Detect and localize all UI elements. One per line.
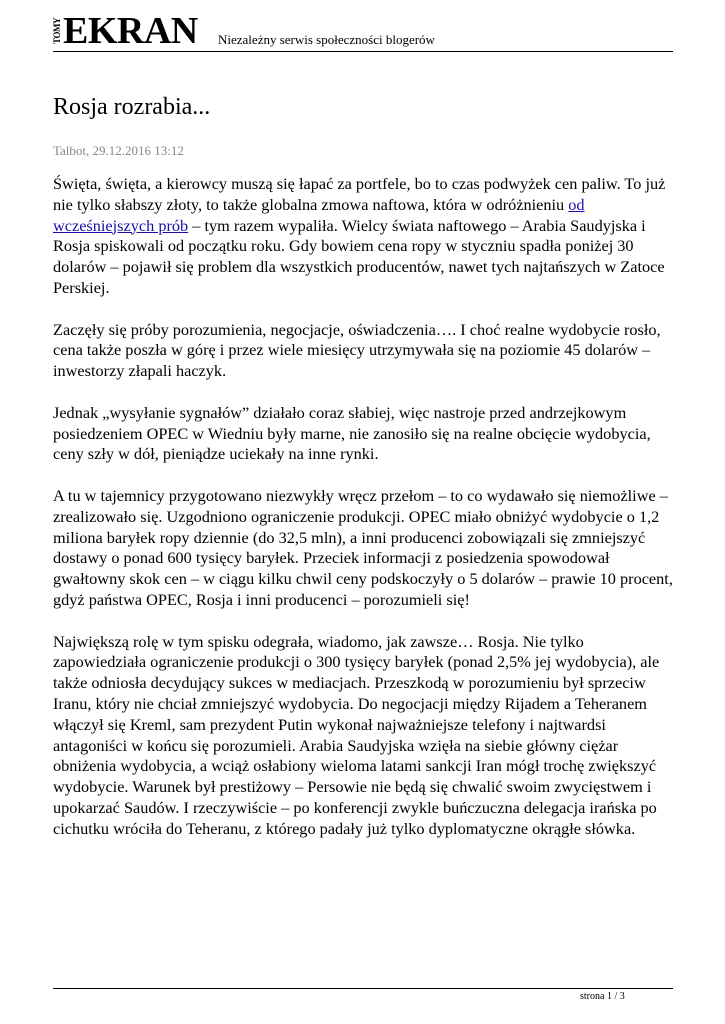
site-tagline: Niezależny serwis społeczności blogerów — [218, 32, 435, 47]
article-body — [53, 174, 674, 860]
paragraph-5: Największą rolę w tym spisku odegrała, wiadomo, jak zawsze… Rosja. Nie tylko zapowiedziała ograniczenie produkcji o 300 tysięcy baryłek (ponad 2,5% jej wydobycia), ale także odniosła decydujący sukces w mediacjach. Przeszkodą w porozumieniu był sprzeciw Iranu, który nie chciał zmniejszyć wydobycia. Do negocjacji między Rijadem a Teheranem włączył się Kreml, sam prezydent Putin wykonał najważniejsze telefony i najtwardsi antagoniści w końcu się porozumieli. Arabia Saudyjska wzięła na siebie główny ciężar obniżenia wydobycia, a wciąż osłabiony wieloma latami sankcji Iran mógł trochę zwiększyć wydobycie. Warunek był prestiżowy – Persowie nie będą się chwalić swoim zwycięstwem i upokarzać Saudów. I rzeczywiście – po konferencji zwykle buńczuczna delegacja irańska po cichutku wróciła do Teheranu, z którego padały już tylko dyplomatyczne okrągłe słówka. — [53, 631, 660, 838]
article-title: Rosja rozrabia... — [53, 94, 211, 120]
logo-prefix: TOMY — [52, 18, 62, 44]
paragraph-1-text-end: – tym razem wypaliła. Wielcy świata naftowego – Arabia Saudyjska i Rosja spiskowali od początku roku. Gdy bowiem cena ropy w styczniu spadła poniżej 30 dolarów – pojawił się problem dla wszystkich producentów, nawet tych najtańszych w Zatoce Perskiej. — [53, 215, 665, 297]
site-header — [53, 12, 673, 52]
earlier-attempts-link[interactable]: od wcześniejszych prób — [53, 194, 585, 235]
paragraph-4: A tu w tajemnicy przygotowano niezwykły wręcz przełom – to co wydawało się niemożliwe – zrealizowało się. Uzgodniono ograniczenie produkcji. OPEC miało obniżyć wydobycie o 1,2 miliona baryłek ropy dziennie (do 32,5 mln), a inni producenci zobowiązali się zmniejszyć dostawy o ponad 600 tysięcy baryłek. Przeciek informacji z posiedzenia spowodował gwałtowny skok cen – w ciągu kilku chwil ceny podskoczyły o 5 dolarów – prawie 10 procent, gdyż państwa OPEC, Rosja i inni producenci – porozumieli się! — [53, 485, 673, 609]
header-divider — [53, 51, 673, 52]
paragraph-1-text-start: Święta, święta, a kierowcy muszą się łapać za portfele, bo to czas podwyżek cen paliw. To już nie tylko słabszy złoty, to także globalna zmowa naftowa, która w odróżnieniu — [53, 174, 666, 214]
page-number: strona 1 / 3 — [580, 991, 625, 1002]
footer-divider — [53, 988, 673, 989]
paragraph-2: Zaczęły się próby porozumienia, negocjacje, oświadczenia…. I choć realne wydobycie rosło, cena także poszła w górę i przez wiele miesięcy utrzymywała się na poziomie 45 dolarów – inwestorzy złapali haczyk. — [53, 319, 661, 381]
article-meta: Talbot, 29.12.2016 13:12 — [53, 143, 184, 158]
paragraph-3: Jednak „wysyłanie sygnałów” działało coraz słabiej, więc nastroje przed andrzejkowym posiedzeniem OPEC w Wiedniu były marne, nie zanosiło się na realne obcięcie wydobycia, ceny szły w dół, pieniądze uciekały na inne rynki. — [53, 402, 651, 464]
logo-wordmark: EKRAN — [63, 10, 198, 52]
site-logo[interactable] — [52, 10, 198, 52]
paragraph-1 — [53, 174, 674, 299]
